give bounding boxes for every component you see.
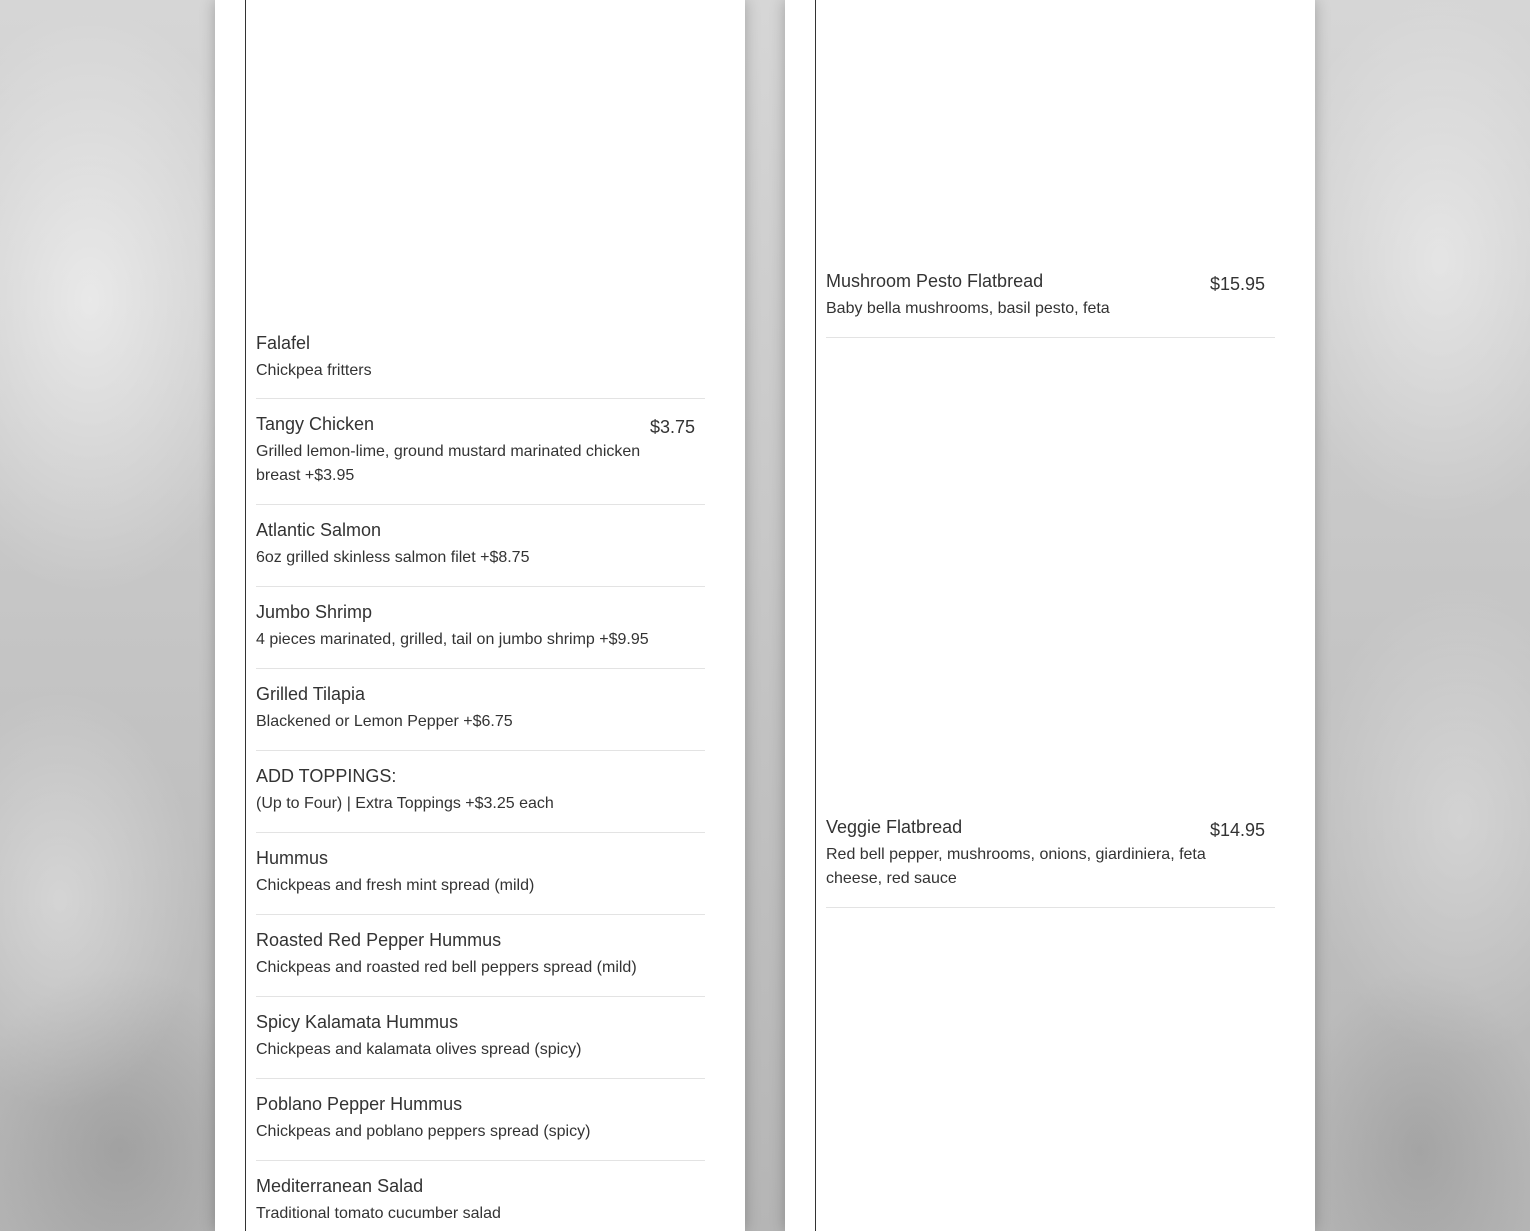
menu-item-description: Chickpeas and fresh mint spread (mild) (256, 877, 535, 894)
menu-item-atlantic-salmon (256, 518, 705, 587)
menu-item-description: Baby bella mushrooms, basil pesto, feta (826, 300, 1110, 317)
menu-item-description: Blackened or Lemon Pepper +$6.75 (256, 713, 513, 730)
menu-item-title: Veggie Flatbread (826, 817, 963, 837)
menu-item-roasted-red-pepper-hummus (256, 928, 705, 997)
menu-item-description: Chickpea fritters (256, 362, 372, 379)
menu-item-title: Hummus (256, 848, 329, 868)
menu-item-description: Chickpeas and roasted red bell peppers spread (mild) (256, 959, 637, 976)
menu-item-veggie-flatbread (826, 815, 1275, 908)
menu-item-title: Grilled Tilapia (256, 684, 366, 704)
menu-item-price: $15.95 (1209, 274, 1265, 294)
panel-divider-line (815, 0, 816, 1231)
menu-item-title: Mediterranean Salad (256, 1176, 424, 1196)
menu-item-title: Atlantic Salmon (256, 520, 382, 540)
menu-item-title: Falafel (256, 333, 311, 353)
menu-item-title: Mushroom Pesto Flatbread (826, 271, 1044, 291)
menu-item-hummus (256, 846, 705, 915)
menu-panel-right (785, 0, 1315, 1231)
menu-item-description: Red bell pepper, mushrooms, onions, giardiniera, feta cheese, red sauce (826, 846, 1206, 887)
menu-item-title: ADD TOPPINGS: (256, 766, 397, 786)
menu-item-jumbo-shrimp (256, 600, 705, 669)
menu-item-description: 4 pieces marinated, grilled, tail on jumbo shrimp +$9.95 (256, 631, 649, 648)
menu-item-description: (Up to Four) | Extra Toppings +$3.25 each (256, 795, 554, 812)
menu-item-grilled-tilapia (256, 682, 705, 751)
menu-item-title: Spicy Kalamata Hummus (256, 1012, 459, 1032)
menu-item-spicy-kalamata-hummus (256, 1010, 705, 1079)
menu-item-description: Chickpeas and poblano peppers spread (spicy) (256, 1123, 591, 1140)
menu-item-poblano-pepper-hummus (256, 1092, 705, 1161)
menu-item-title: Roasted Red Pepper Hummus (256, 930, 502, 950)
menu-item-add-toppings (256, 764, 705, 833)
menu-item-price: $14.95 (1209, 820, 1265, 840)
menu-item-price: $3.75 (649, 417, 695, 437)
menu-panel-left (215, 0, 745, 1231)
panel-divider-line (245, 0, 246, 1231)
menu-item-falafel (256, 331, 705, 399)
menu-item-title: Tangy Chicken (256, 414, 375, 434)
menu-item-title: Jumbo Shrimp (256, 602, 373, 622)
menu-item-tangy-chicken (256, 412, 705, 505)
menu-item-description: Traditional tomato cucumber salad (256, 1205, 501, 1222)
menu-item-mushroom-pesto-flatbread (826, 269, 1275, 338)
menu-item-description: Chickpeas and kalamata olives spread (spicy) (256, 1041, 582, 1058)
menu-item-title: Poblano Pepper Hummus (256, 1094, 463, 1114)
menu-item-mediterranean-salad (256, 1174, 705, 1231)
menu-item-description: Grilled lemon-lime, ground mustard marinated chicken breast +$3.95 (256, 443, 641, 484)
menu-item-description: 6oz grilled skinless salmon filet +$8.75 (256, 549, 530, 566)
